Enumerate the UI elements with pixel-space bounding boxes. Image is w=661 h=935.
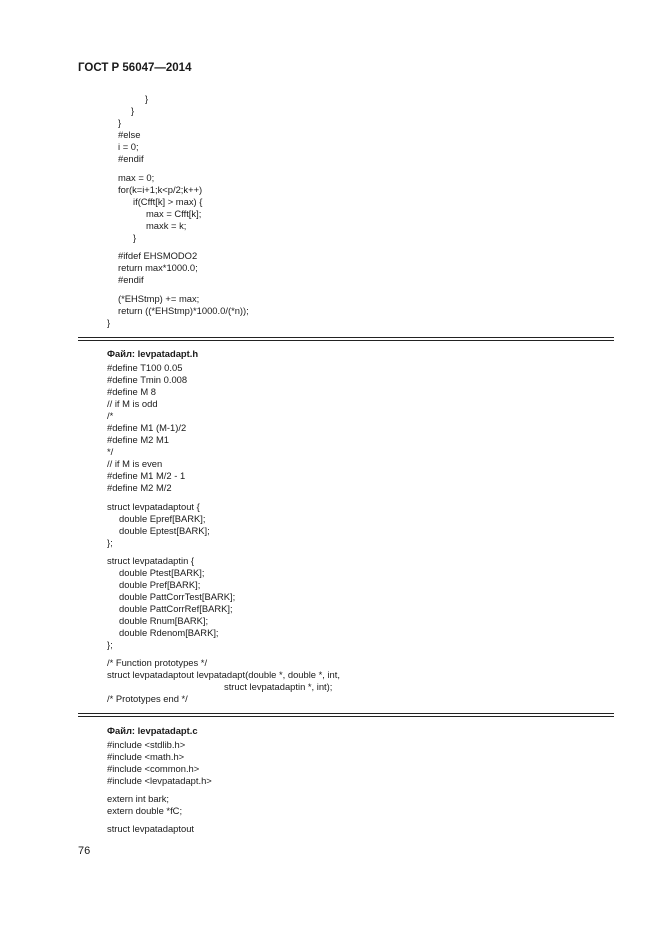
code-line: /* Function prototypes */ <box>107 657 208 668</box>
code-line: max = 0; <box>118 172 155 183</box>
code-line: for(k=i+1;k<p/2;k++) <box>118 184 203 195</box>
code-line: } <box>131 105 135 116</box>
code-line: /* Prototypes end */ <box>107 693 188 704</box>
document-header: ГОСТ Р 56047—2014 <box>78 62 192 74</box>
code-line: double PattCorrTest[BARK]; <box>119 591 236 602</box>
code-line: return ((*EHStmp)*1000.0/(*n)); <box>118 305 249 316</box>
section-divider <box>78 716 614 717</box>
code-line: #define M1 (M-1)/2 <box>107 422 187 433</box>
code-line: #endif <box>118 274 144 285</box>
code-line: #define T100 0.05 <box>107 362 183 373</box>
code-line: #include <math.h> <box>107 751 185 762</box>
code-line: i = 0; <box>118 141 139 152</box>
code-line: double PattCorrRef[BARK]; <box>119 603 233 614</box>
code-line: #else <box>118 129 141 140</box>
code-line: #ifdef EHSMODO2 <box>118 250 198 261</box>
code-line: #endif <box>118 153 144 164</box>
code-line: maxk = k; <box>146 220 187 231</box>
code-line: #define M2 M1 <box>107 434 170 445</box>
code-line: struct levpatadaptout { <box>107 501 200 512</box>
section-divider <box>78 713 614 714</box>
code-line: max = Cfft[k]; <box>146 208 202 219</box>
code-line: if(Cfft[k] > max) { <box>133 196 203 207</box>
code-line: struct levpatadaptin { <box>107 555 195 566</box>
section-title-h: Файл: levpatadapt.h <box>107 348 199 359</box>
code-line: } <box>107 317 111 328</box>
code-line: double Rnum[BARK]; <box>119 615 209 626</box>
code-line: }; <box>107 639 113 650</box>
code-line: struct levpatadaptout levpatadapt(double *, double *, int, <box>107 669 340 680</box>
code-line: double Pref[BARK]; <box>119 579 201 590</box>
code-line: */ <box>107 446 114 457</box>
code-line: }; <box>107 537 113 548</box>
code-line: double Eptest[BARK]; <box>119 525 210 536</box>
section-divider <box>78 340 614 341</box>
code-line: } <box>133 232 137 243</box>
code-line: struct levpatadaptout <box>107 823 195 834</box>
section-divider <box>78 337 614 338</box>
code-line: double Ptest[BARK]; <box>119 567 205 578</box>
code-line: extern double *fC; <box>107 805 183 816</box>
page-number: 76 <box>78 845 91 857</box>
code-line: #define Tmin 0.008 <box>107 374 188 385</box>
code-line: double Epref[BARK]; <box>119 513 206 524</box>
code-line: #define M 8 <box>107 386 156 397</box>
code-line: /* <box>107 410 114 421</box>
code-line: #define M1 M/2 - 1 <box>107 470 186 481</box>
code-line: } <box>118 117 122 128</box>
code-line: // if M is odd <box>107 398 158 409</box>
section-title-c: Файл: levpatadapt.c <box>107 725 198 736</box>
code-line: #include <common.h> <box>107 763 200 774</box>
code-line: // if M is even <box>107 458 163 469</box>
code-line: #include <stdlib.h> <box>107 739 186 750</box>
code-line: (*EHStmp) += max; <box>118 293 200 304</box>
code-line: return max*1000.0; <box>118 262 198 273</box>
code-line: #define M2 M/2 <box>107 482 172 493</box>
code-line: #include <levpatadapt.h> <box>107 775 212 786</box>
code-line: extern int bark; <box>107 793 170 804</box>
code-line: double Rdenom[BARK]; <box>119 627 219 638</box>
code-line: struct levpatadaptin *, int); <box>224 681 333 692</box>
code-line: } <box>145 93 149 104</box>
